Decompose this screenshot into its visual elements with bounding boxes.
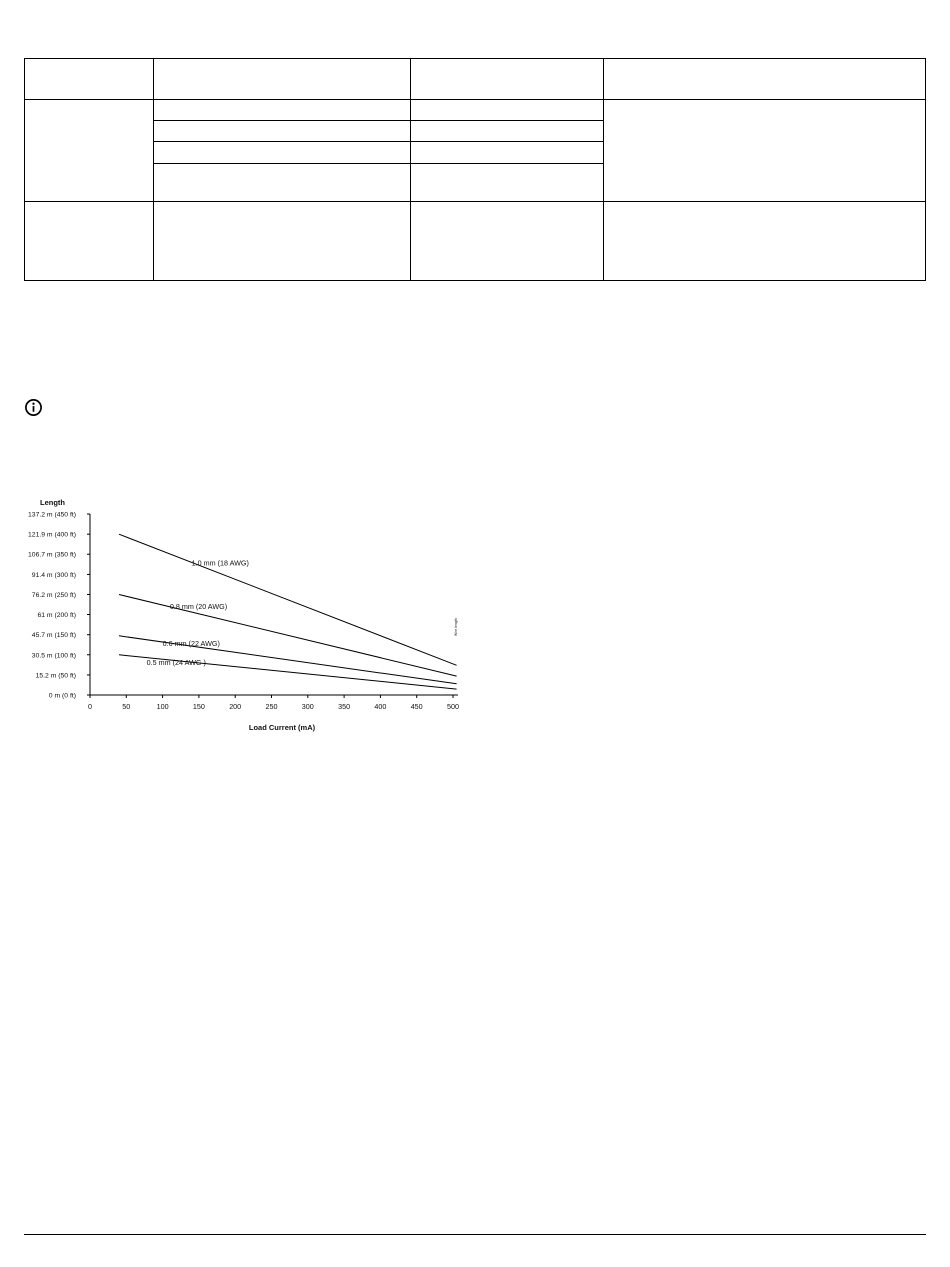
series-label: 0.6 mm (22 AWG) bbox=[162, 638, 220, 648]
table-cell bbox=[154, 202, 411, 281]
y-tick-label: 121.9 m (400 ft) bbox=[28, 531, 76, 539]
table-header-cell bbox=[604, 59, 926, 100]
x-tick-label: 500 bbox=[447, 702, 459, 711]
x-tick-label: 250 bbox=[265, 702, 278, 711]
table-cell bbox=[154, 142, 411, 164]
x-tick-label: 150 bbox=[192, 702, 205, 711]
x-tick-label: 100 bbox=[156, 702, 169, 711]
y-tick-label: 15.2 m (50 ft) bbox=[35, 672, 76, 680]
info-circle-icon bbox=[24, 398, 43, 417]
x-axis-label: Load Current (mA) bbox=[248, 723, 316, 732]
x-tick-label: 200 bbox=[229, 702, 242, 711]
series-label: 0.5 mm (24 AWG ) bbox=[146, 658, 206, 668]
series-label: 0.8 mm (20 AWG) bbox=[169, 601, 228, 611]
x-tick-label: 350 bbox=[338, 702, 351, 711]
wire-length-chart bbox=[0, 490, 480, 740]
x-tick-label: 400 bbox=[374, 702, 387, 711]
y-tick-label: 91.4 m (300 ft) bbox=[31, 571, 76, 579]
x-tick-label: 50 bbox=[122, 702, 131, 711]
table-cell bbox=[154, 164, 411, 202]
spec-table bbox=[24, 58, 926, 281]
y-tick-label: 45.7 m (150 ft) bbox=[31, 632, 76, 640]
table-cell bbox=[411, 164, 604, 202]
side-note: Wire length bbox=[454, 618, 458, 636]
table-cell bbox=[25, 202, 154, 281]
table-cell bbox=[411, 121, 604, 142]
table-cell bbox=[25, 100, 154, 202]
chart-title: Length bbox=[40, 498, 65, 507]
y-tick-label: 61 m (200 ft) bbox=[37, 612, 76, 620]
table-row bbox=[25, 202, 926, 281]
table-header-cell bbox=[25, 59, 154, 100]
x-tick-label: 450 bbox=[410, 702, 423, 711]
table-header-row bbox=[25, 59, 926, 100]
table-header-cell bbox=[411, 59, 604, 100]
x-tick-label: 0 bbox=[88, 702, 92, 711]
x-tick-label: 300 bbox=[301, 702, 314, 711]
y-tick-label: 0 m (0 ft) bbox=[48, 692, 76, 700]
table-cell bbox=[604, 202, 926, 281]
y-tick-label: 137.2 m (450 ft) bbox=[28, 511, 76, 519]
table-header-cell bbox=[154, 59, 411, 100]
table-row bbox=[25, 100, 926, 121]
y-tick-label: 106.7 m (350 ft) bbox=[28, 551, 76, 559]
table-cell bbox=[154, 121, 411, 142]
y-tick-label: 76.2 m (250 ft) bbox=[31, 591, 76, 599]
table-cell bbox=[411, 142, 604, 164]
table-cell bbox=[154, 100, 411, 121]
table-cell bbox=[411, 202, 604, 281]
y-tick-label: 30.5 m (100 ft) bbox=[31, 652, 76, 660]
series-label: 1.0 mm (18 AWG) bbox=[191, 558, 249, 568]
table-cell bbox=[411, 100, 604, 121]
table-cell bbox=[604, 100, 926, 202]
footer-divider bbox=[24, 1234, 926, 1235]
